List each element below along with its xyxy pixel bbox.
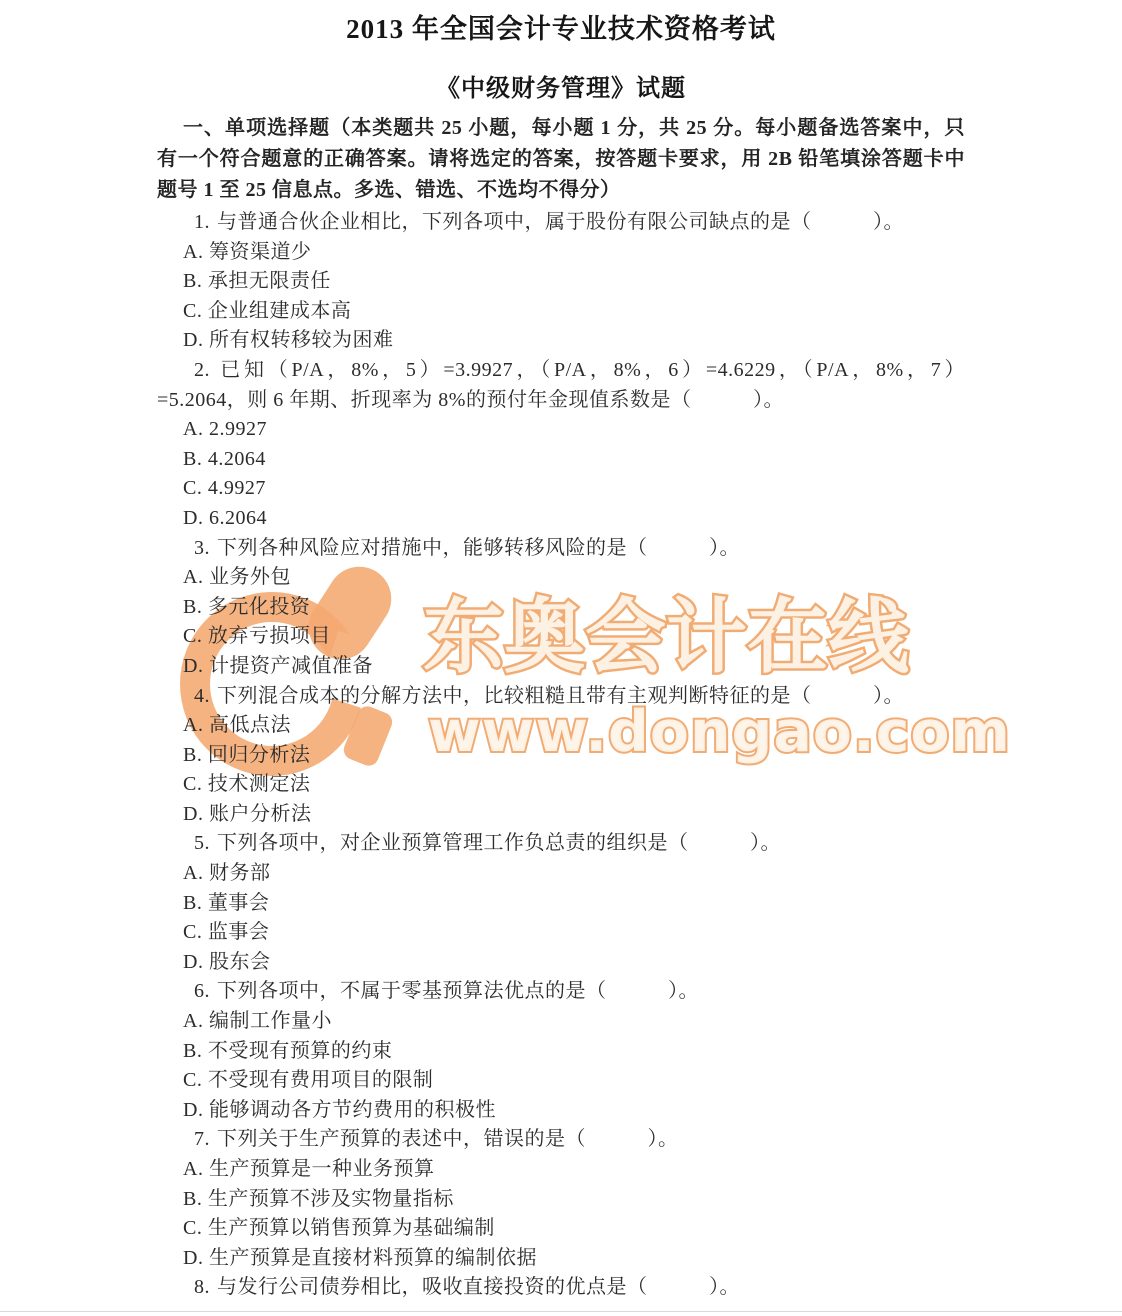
exam-title: 2013 年全国会计专业技术资格考试 xyxy=(346,14,776,44)
question-text xyxy=(157,829,965,859)
question-option: A. 编制工作量小 xyxy=(183,1010,332,1033)
question-text xyxy=(157,534,965,564)
question-option: B. 4.2064 xyxy=(183,447,266,470)
question-number: 4. xyxy=(194,684,210,707)
question-option: C. 生产预算以销售预算为基础编制 xyxy=(183,1217,495,1240)
question-stem: 与普通合伙企业相比，下列各项中，属于股份有限公司缺点的是（ ）。 xyxy=(217,211,904,233)
question-option: D. 能够调动各方节约费用的积极性 xyxy=(183,1098,496,1121)
section-heading: 一、单项选择题 xyxy=(183,117,331,139)
section-intro-text: （本类题共 25 小题，每小题 1 分，共 25 分。每小题备选答案中，只有一个符合题意的正确答案。请将选定的答案，按答题卡要求，用 2B 铅笔填涂答题卡中题号 1 至 25 信息点。多选、错选、不选均不得分） xyxy=(157,117,966,201)
question-option: D. 6.2064 xyxy=(183,506,267,529)
question-text xyxy=(157,682,965,712)
question-number: 6. xyxy=(194,980,210,1003)
question-stem: 下列各项中，对企业预算管理工作负总责的组织是（ ）。 xyxy=(217,832,781,855)
question-option: B. 承担无限责任 xyxy=(183,270,331,293)
question-text xyxy=(157,1125,965,1155)
question-stem: 下列混合成本的分解方法中，比较粗糙且带有主观判断特征的是（ ）。 xyxy=(217,684,904,707)
watermark-brand-text: 东奥会计在线 xyxy=(423,591,910,685)
question-stem: 下列各种风险应对措施中，能够转移风险的是（ ）。 xyxy=(217,536,740,559)
question-option: A. 业务外包 xyxy=(183,566,291,589)
question-text xyxy=(157,977,965,1007)
question-option: D. 所有权转移较为困难 xyxy=(183,329,394,352)
question-option: B. 多元化投资 xyxy=(183,595,311,618)
question-option: A. 筹资渠道少 xyxy=(183,240,312,263)
page-bottom-edge xyxy=(0,1311,1122,1312)
question-option: C. 技术测定法 xyxy=(183,773,311,796)
question-option: A. 高低点法 xyxy=(183,714,291,737)
question-option: C. 不受现有费用项目的限制 xyxy=(183,1069,434,1092)
question-text xyxy=(157,1273,965,1303)
question-option: B. 董事会 xyxy=(183,891,270,914)
question-number: 8. xyxy=(194,1276,210,1299)
question-option: B. 不受现有预算的约束 xyxy=(183,1039,393,1062)
question-option: A. 生产预算是一种业务预算 xyxy=(183,1158,435,1180)
question-stem: 下列各项中，不属于零基预算法优点的是（ ）。 xyxy=(217,980,699,1003)
question-number: 3. xyxy=(194,536,210,559)
question-option: A. 财务部 xyxy=(183,862,271,885)
question-option: B. 生产预算不涉及实物量指标 xyxy=(183,1187,454,1210)
exam-subtitle: 《中级财务管理》试题 xyxy=(436,76,686,102)
question-option: C. 放弃亏损项目 xyxy=(183,625,331,648)
question-stem: 已知（P/A，8%，5）=3.9927，（P/A，8%，6）=4.6229，（P/A，8%，7）=5.2064，则 6 年期、折现率为 8%的预付年金现值系数是（ ）。 xyxy=(157,358,965,411)
question-number: 7. xyxy=(194,1128,210,1151)
question-option: C. 4.9927 xyxy=(183,477,266,500)
question-number: 1. xyxy=(194,211,210,233)
question-option: D. 生产预算是直接材料预算的编制依据 xyxy=(183,1246,537,1269)
question-option: D. 账户分析法 xyxy=(183,802,312,825)
question-text xyxy=(157,208,965,238)
question-stem: 与发行公司债券相比，吸收直接投资的优点是（ ）。 xyxy=(217,1276,740,1299)
question-text xyxy=(157,356,965,415)
question-option: A. 2.9927 xyxy=(183,418,267,441)
watermark-url-text: www.dongao.com xyxy=(428,699,1011,765)
question-option: C. 企业组建成本高 xyxy=(183,299,352,322)
exam-page xyxy=(0,14,1122,1303)
question-option: B. 回归分析法 xyxy=(183,743,311,766)
question-list xyxy=(157,208,965,1303)
question-number: 2. xyxy=(194,358,210,381)
question-option: C. 监事会 xyxy=(183,921,270,944)
question-option: D. 股东会 xyxy=(183,950,271,973)
section-intro xyxy=(157,113,965,206)
question-option: D. 计提资产减值准备 xyxy=(183,654,373,677)
question-number: 5. xyxy=(194,832,210,855)
question-stem: 下列关于生产预算的表述中，错误的是（ ）。 xyxy=(217,1128,679,1151)
